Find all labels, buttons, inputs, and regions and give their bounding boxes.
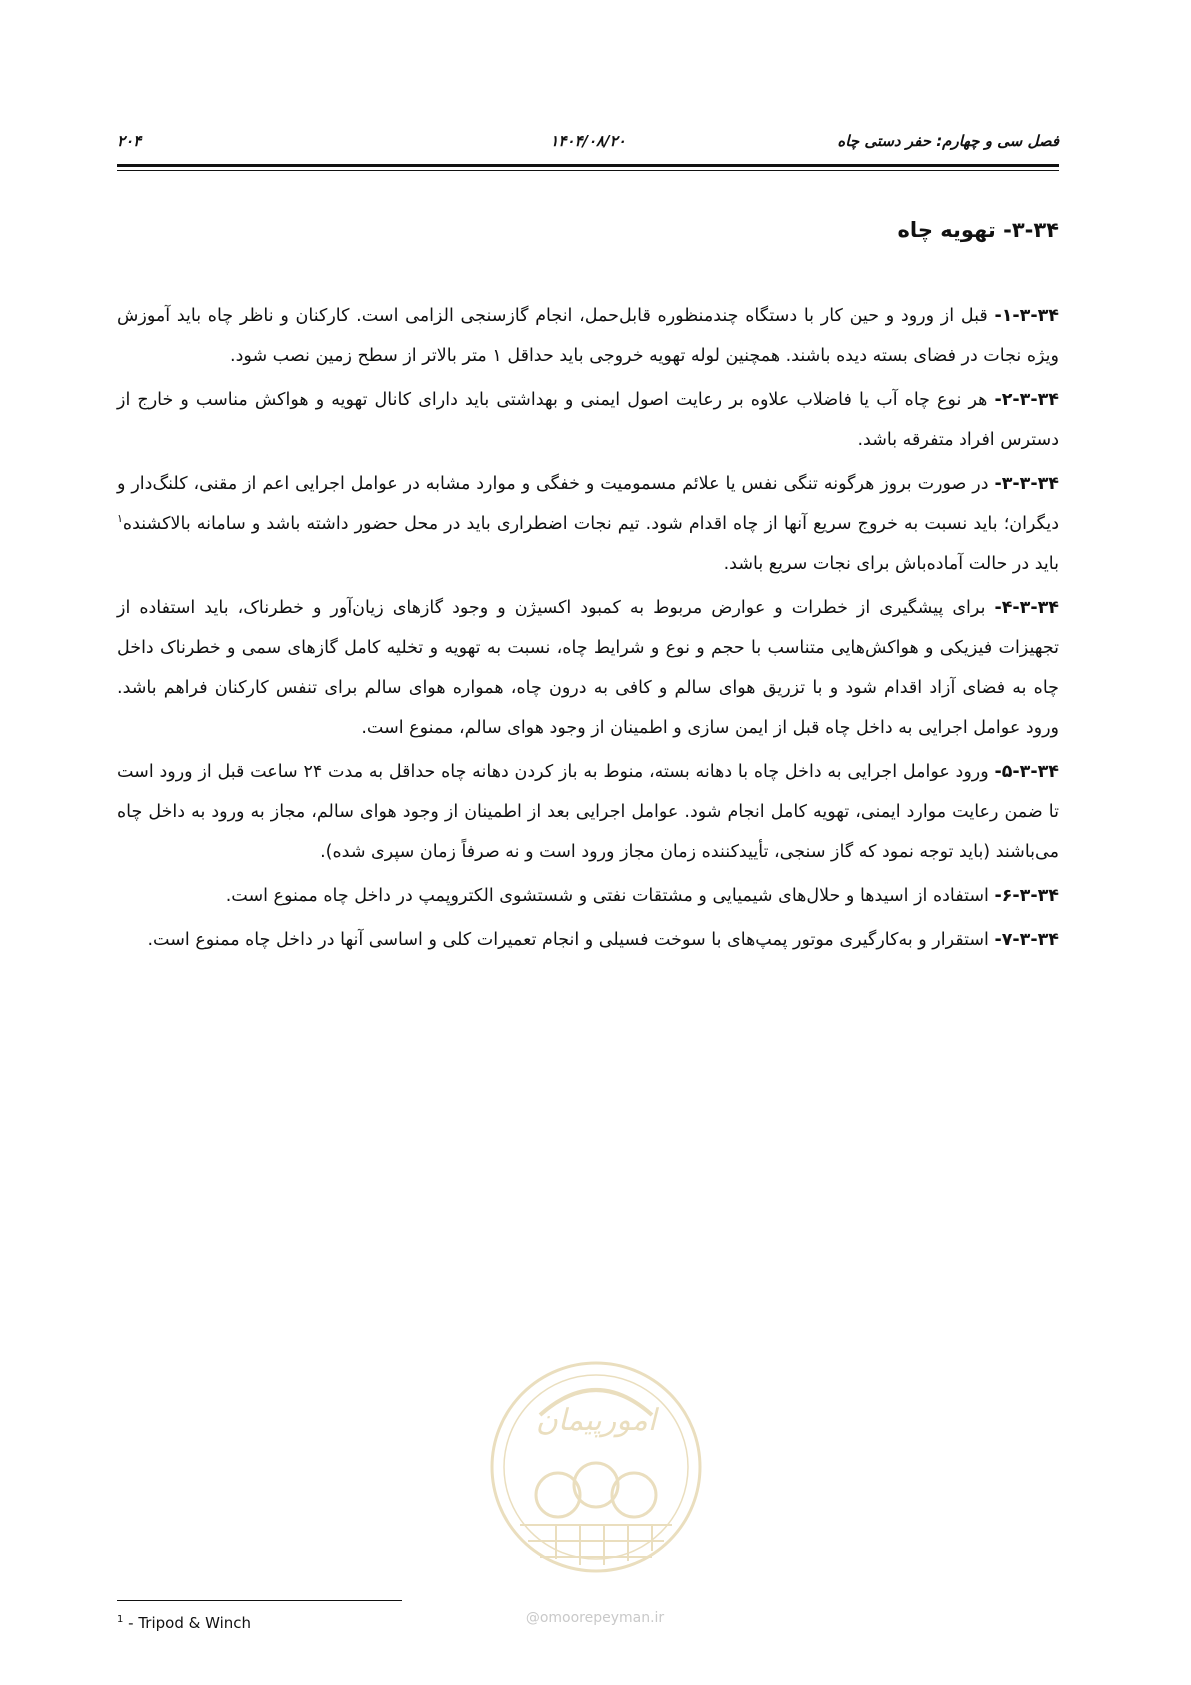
paragraph-number: ۱-۳-۳۴-: [994, 306, 1059, 326]
paragraph-number: ۲-۳-۳۴-: [994, 390, 1059, 410]
paragraph-text: قبل از ورود و حین کار با دستگاه چندمنظوره قابل‌حمل، انجام گازسنجی الزامی است. کارکنان و ناظر چاه باید آموزش ویژه نجات در فضای بسته دیده باشند. همچنین لوله تهویه خروجی باید حداقل ۱ متر بالاتر از سطح زمین نصب شود.: [117, 306, 1059, 366]
watermark-website[interactable]: @omoorepeyman.ir: [525, 1610, 665, 1626]
footnote-marker: 1: [117, 1614, 124, 1625]
section-title: ۳-۳۴- تهویه چاه: [897, 218, 1059, 242]
paragraph-text: هر نوع چاه آب یا فاضلاب علاوه بر رعایت اصول ایمنی و بهداشتی باید دارای کانال تهویه و هواکش مناسب و خارج از دسترس افراد متفرقه باشد.: [117, 390, 1059, 450]
watermark-logo: [480, 1345, 712, 1597]
paragraph-3: [117, 464, 1059, 584]
paragraph-5: [117, 752, 1059, 872]
footnote-separator: [117, 1600, 402, 1601]
footnote: [117, 1614, 251, 1632]
paragraph-number: ۵-۳-۳۴-: [994, 762, 1059, 782]
paragraph-text: استفاده از اسیدها و حلال‌های شیمیایی و مشتقات نفتی و شستشوی الکتروپمپ در داخل چاه ممنوع است.: [225, 886, 995, 906]
paragraph-text: در صورت بروز هرگونه تنگی نفس یا علائم مسمومیت و خفگی و موارد مشابه در عوامل اجرایی اعم از مقنی، کلنگ‌دار و دیگران؛ باید نسبت به خروج سریع آنها از چاه اقدام شود. تیم نجات اضطراری باید در محل حضور داشته باشد و سامانه بالاکشنده: [117, 474, 1059, 534]
paragraph-text: برای پیشگیری از خطرات و عوارض مربوط به کمبود اکسیژن و وجود گازهای زیان‌آور و خطرناک، باید استفاده از تجهیزات فیزیکی و هواکش‌هایی متناسب با حجم و نوع و شرایط چاه، نسبت به تهویه و تخلیه کامل گازهای سمی و خطرناک داخل چاه به فضای آزاد اقدام شود و با تزریق هوای سالم و کافی به درون چاه، همواره هوای سالم برای تنفس کارکنان فراهم باشد. ورود عوامل اجرایی به داخل چاه قبل از ایمن سازی و اطمینان از وجود هوای سالم، ممنوع است.: [117, 598, 1059, 738]
paragraph-text: استقرار و به‌کارگیری موتور پمپ‌های با سوخت فسیلی و انجام تعمیرات کلی و اساسی آنها در داخل چاه ممنوع است.: [147, 930, 995, 950]
watermark-outer-ring: [492, 1363, 700, 1571]
watermark-gear-right-icon: [612, 1473, 656, 1517]
footnote-text: - Tripod & Winch: [123, 1614, 251, 1632]
header-page-number: ۲۰۴: [117, 132, 142, 150]
body-text: [117, 296, 1059, 964]
paragraph-text-continued: باید در حالت آماده‌باش برای نجات سریع باشد.: [723, 554, 1059, 574]
paragraph-6: [117, 876, 1059, 916]
paragraph-7: [117, 920, 1059, 960]
paragraph-number: ۷-۳-۳۴-: [994, 930, 1059, 950]
paragraph-number: ۳-۳-۳۴-: [994, 474, 1059, 494]
paragraph-1: [117, 296, 1059, 376]
paragraph-number: ۶-۳-۳۴-: [994, 886, 1059, 906]
paragraph-text: ورود عوامل اجرایی به داخل چاه با دهانه بسته، منوط به باز کردن دهانه چاه حداقل به مدت ۲۴ ساعت قبل از ورود است تا ضمن رعایت موارد ایمنی، تهویه کامل انجام شود. عوامل اجرایی بعد از اطمینان از وجود هوای سالم، مجاز به ورود به داخل چاه می‌باشند (باید توجه نمود که گاز سنجی، تأییدکننده زمان مجاز ورود است و نه صرفاً زمان سپری شده).: [117, 762, 1059, 862]
page-header: [117, 128, 1059, 156]
header-rule-thick: [117, 164, 1059, 167]
header-date: ۱۴۰۴/۰۸/۲۰: [550, 132, 626, 150]
footnote-reference[interactable]: ۱: [117, 512, 123, 526]
watermark-logo-lettering: امورپیمان: [535, 1403, 657, 1438]
paragraph-2: [117, 380, 1059, 460]
header-rule-thin: [117, 170, 1059, 171]
header-chapter-title: فصل سی و چهارم: حفر دستی چاه: [837, 132, 1059, 150]
paragraph-number: ۴-۳-۳۴-: [994, 598, 1059, 618]
paragraph-4: [117, 588, 1059, 748]
